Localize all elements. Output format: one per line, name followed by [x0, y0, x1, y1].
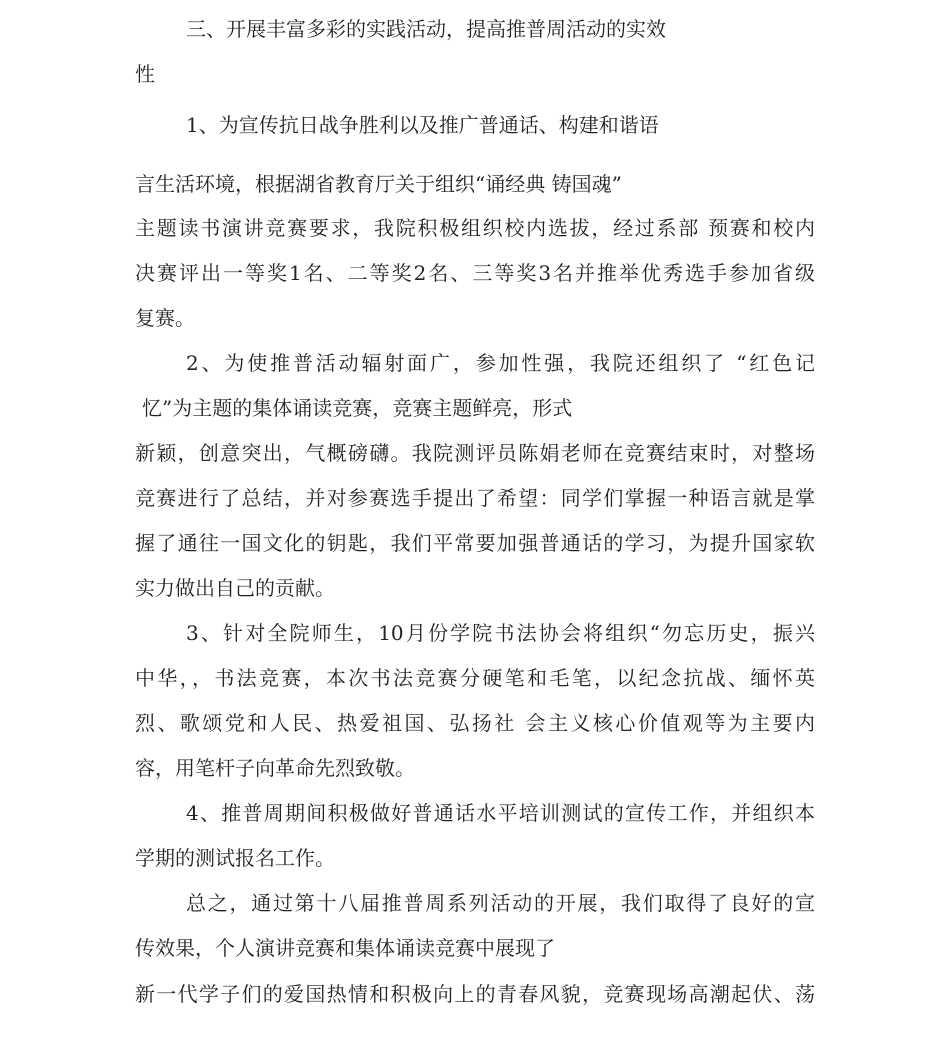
paragraph-3-line-3: 烈、歌颂党和人民、热爱祖国、弘扬社 会主义核心价值观等为主要内 [135, 711, 815, 735]
paragraph-1-line-3: 主题读书演讲竞赛要求，我院积极组织校内选拔，经过系部 预赛和校内 [135, 216, 815, 240]
summary-line-3: 新一代学子们的爱国热情和积极向上的青春风貌，竞赛现场高潮起伏、荡 [135, 982, 815, 1006]
paragraph-2-line-5: 握了通往一国文化的钥匙，我们平常要加强普通话的学习，为提升国家软 [135, 531, 815, 555]
paragraph-2-line-6: 实力做出自己的贡献。 [135, 576, 335, 600]
paragraph-2-line-1: 2、为使推普活动辐射面广，参加性强，我院还组织了 “红色记 [186, 351, 815, 375]
paragraph-1-line-2: 言生活环境，根据湖省教育厅关于组织“诵经典 铸国魂” [135, 172, 622, 196]
summary-line-1: 总之，通过第十八届推普周系列活动的开展，我们取得了良好的宣 [186, 891, 815, 915]
paragraph-1-line-5: 复赛。 [135, 306, 195, 330]
paragraph-2-line-3: 新颖，创意突出，气概磅礴。我院测评员陈娟老师在竞赛结束时，对整场 [135, 441, 815, 465]
paragraph-1-line-1: 1、为宣传抗日战争胜利以及推广普通话、构建和谐语 [186, 113, 659, 137]
paragraph-3-line-2: 中华，，书法竞赛，本次书法竞赛分硬笔和毛笔，以纪念抗战、缅怀英 [135, 666, 815, 690]
summary-line-2: 传效果，个人演讲竞赛和集体诵读竞赛中展现了 [135, 936, 555, 960]
section-heading-line-2: 性 [135, 62, 155, 86]
paragraph-1-line-4: 决赛评出一等奖1名、二等奖2名、三等奖3名并推举优秀选手参加省级 [135, 261, 815, 285]
paragraph-3-line-1: 3、针对全院师生，10月份学院书法协会将组织“勿忘历史，振兴 [186, 621, 815, 645]
paragraph-2-line-4: 竞赛进行了总结，并对参赛选手提出了希望：同学们掌握一种语言就是掌 [135, 486, 815, 510]
paragraph-2-line-2: 忆”为主题的集体诵读竞赛，竞赛主题鲜亮，形式 [142, 396, 573, 420]
paragraph-4-line-1: 4、推普周期间积极做好普通话水平培训测试的宣传工作，并组织本 [186, 801, 815, 825]
section-heading-line-1: 三、开展丰富多彩的实践活动，提高推普周活动的实效 [186, 17, 666, 41]
paragraph-4-line-2: 学期的测试报名工作。 [135, 846, 335, 870]
paragraph-3-line-4: 容，用笔杆子向革命先烈致敬。 [135, 756, 415, 780]
